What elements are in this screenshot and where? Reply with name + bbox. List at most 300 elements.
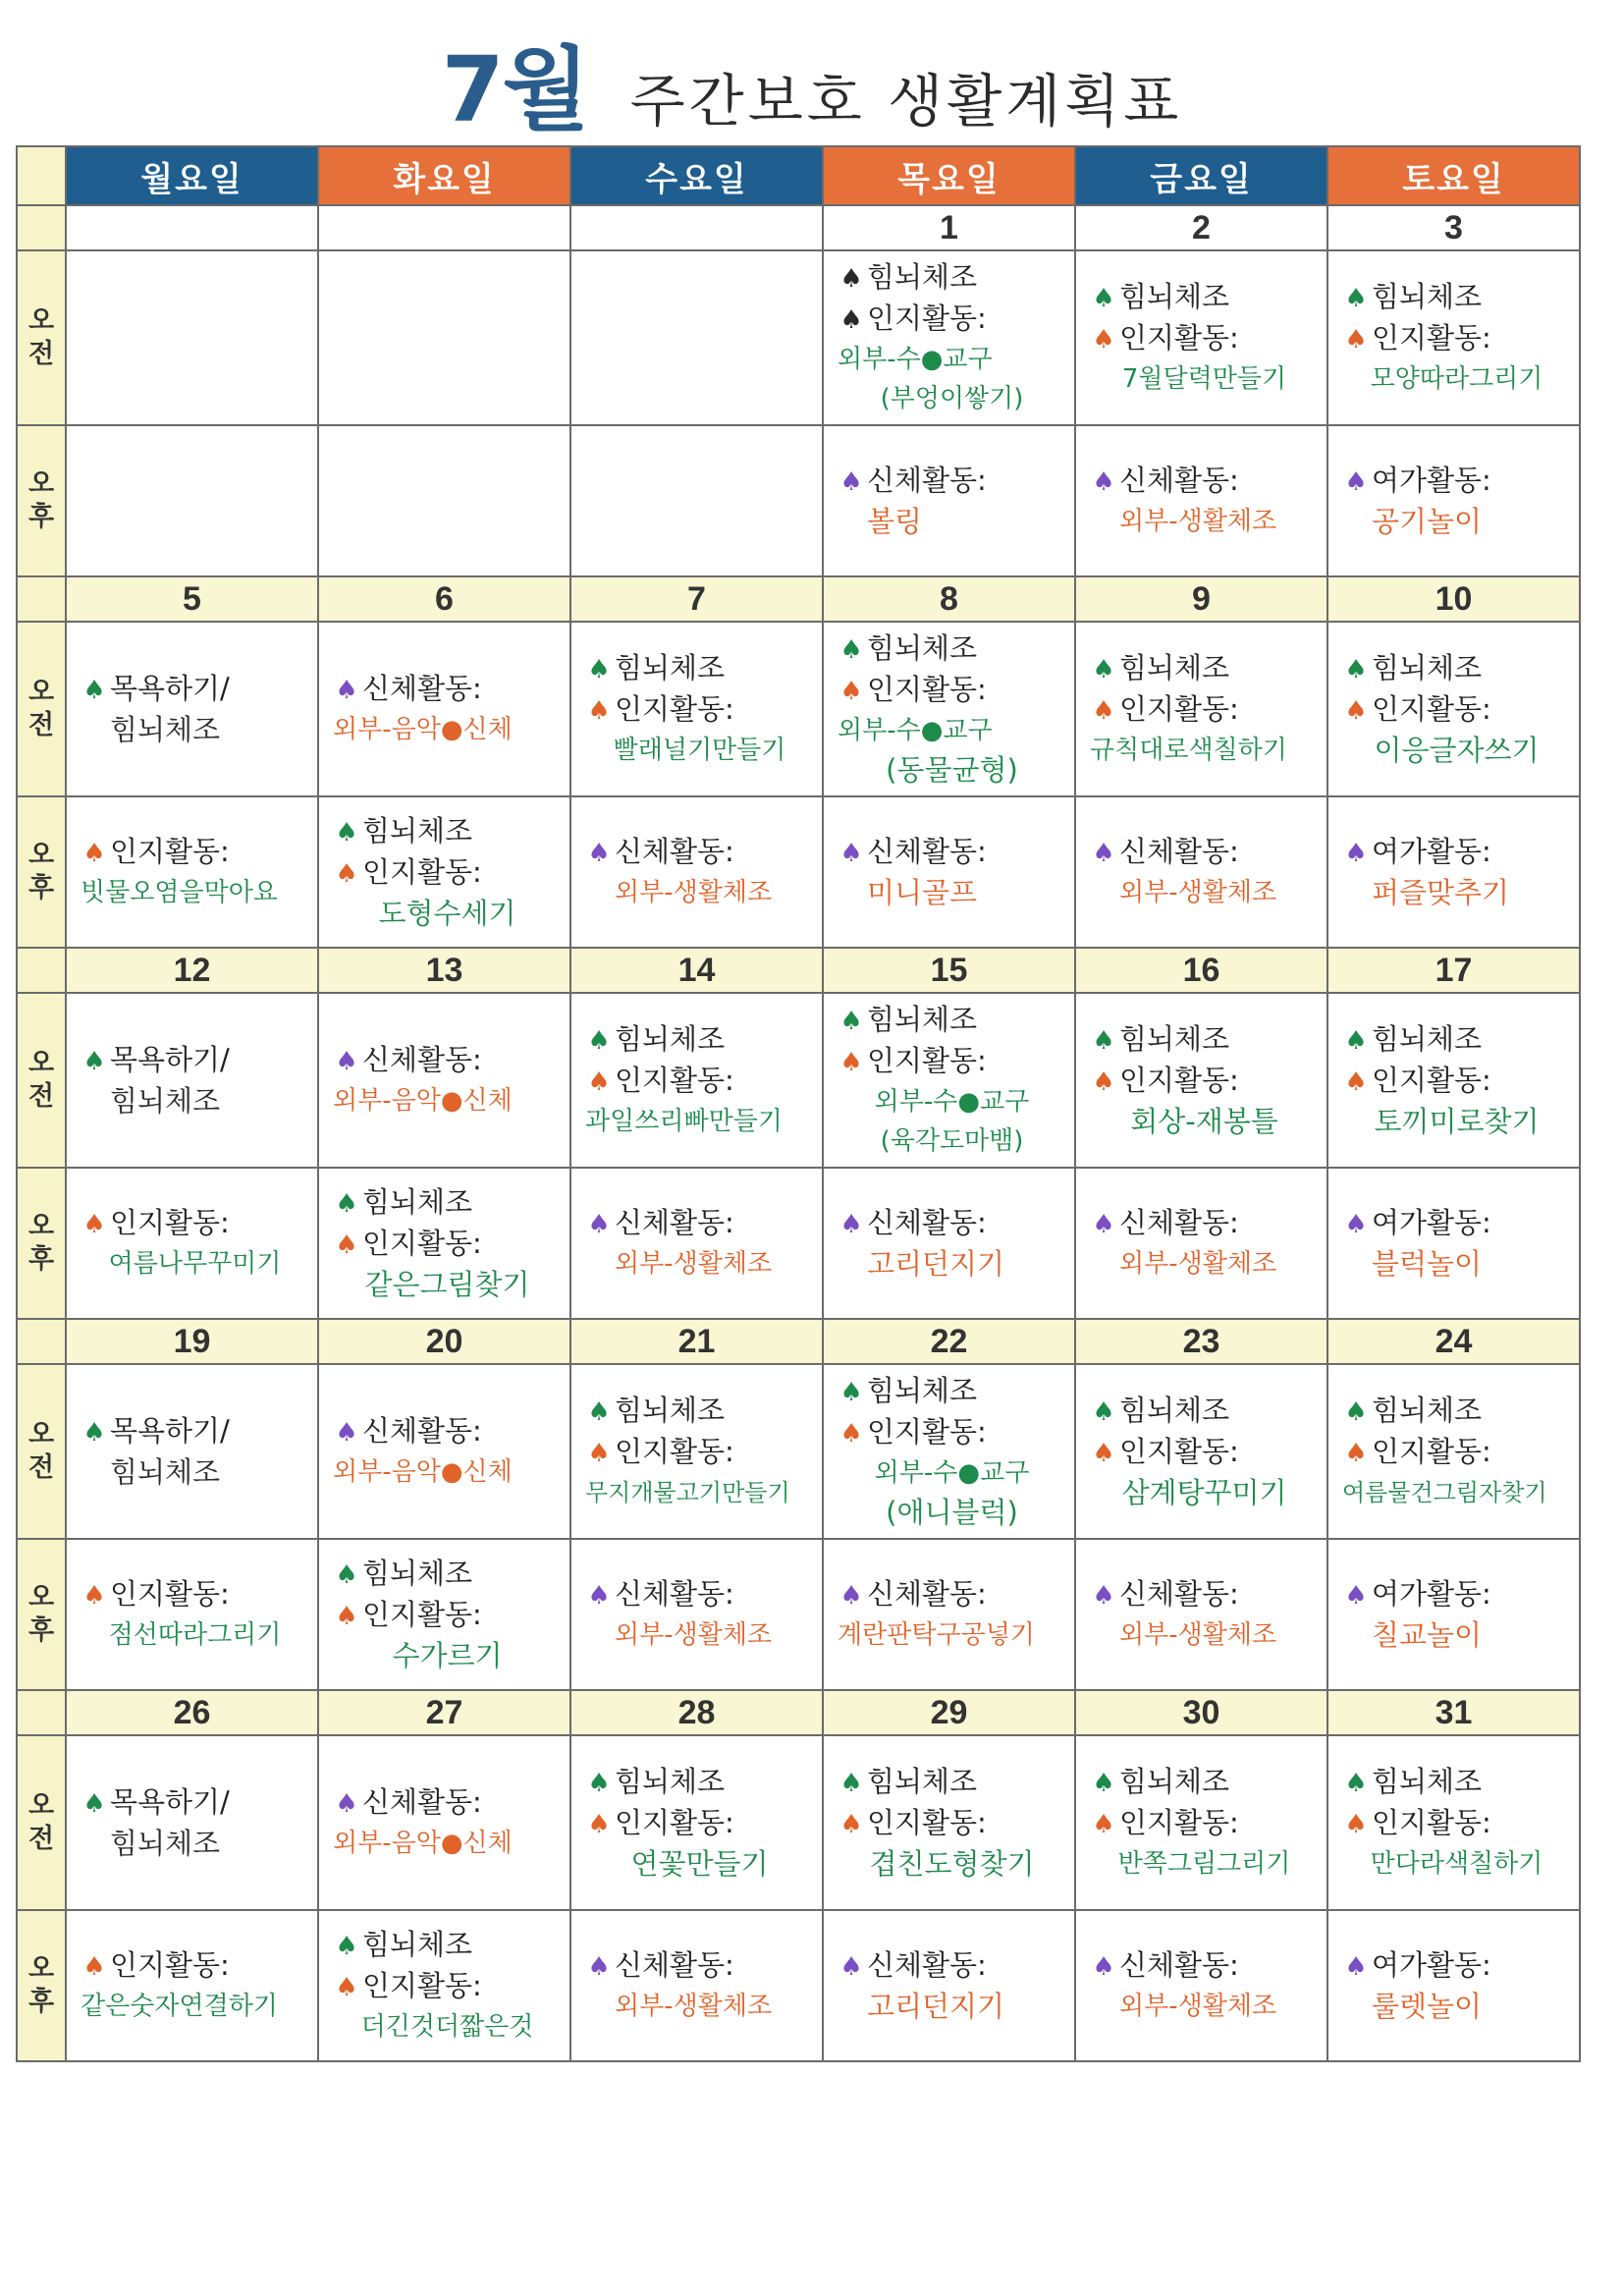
activity-item [1342, 1803, 1571, 1844]
activity-detail: 힘뇌체조 [110, 1827, 221, 1860]
activity-detail: 같은그림찾기 [364, 1268, 530, 1301]
afternoon-row [17, 425, 1580, 576]
cell-content [571, 1385, 822, 1518]
spade-icon: ♠ [1092, 1026, 1115, 1056]
schedule-cell [1075, 1735, 1327, 1910]
activity-item [838, 1000, 1066, 1041]
cell-content [319, 1919, 569, 2052]
activity-item [838, 1371, 1066, 1412]
schedule-cell [66, 1735, 318, 1910]
date-number: 13 [318, 948, 570, 993]
date-number: 23 [1075, 1319, 1327, 1364]
schedule-cell [318, 1539, 570, 1690]
date-number: 10 [1327, 576, 1580, 622]
afternoon-label [17, 425, 66, 576]
date-row-side [17, 948, 66, 993]
activity-label: 인지활동: [1119, 692, 1239, 726]
activity-detail: 여름물건그림자찾기 [1342, 1479, 1547, 1506]
schedule-cell [66, 1539, 318, 1690]
schedule-cell [823, 1910, 1075, 2061]
activity-detail: 힘뇌체조 [110, 713, 221, 746]
spade-icon: ♠ [587, 1067, 611, 1097]
activity-label: 목욕하기/ [110, 1043, 230, 1076]
activity-label: 여가활동: [1372, 1948, 1491, 1982]
activity-item [1342, 832, 1571, 873]
cell-content [571, 495, 822, 507]
spade-icon: ♠ [587, 1439, 611, 1468]
period-char: 후 [27, 1615, 55, 1646]
schedule-cell [66, 993, 318, 1168]
activity-label: 여가활동: [1372, 835, 1491, 868]
activity-item [333, 852, 562, 894]
date-number: 9 [1075, 576, 1327, 622]
activity-detail: 7월달력만들기 [1121, 364, 1287, 394]
activity-label: 목욕하기/ [110, 1414, 230, 1448]
activity-label: 신체활동: [1119, 1948, 1239, 1982]
spade-icon: ♠ [839, 1007, 863, 1036]
spade-icon: ♠ [839, 635, 863, 665]
activity-item [838, 1203, 1066, 1244]
cell-content [571, 642, 822, 776]
cell-content [319, 1176, 569, 1310]
activity-detail: 외부-음악●신체 [333, 1829, 513, 1858]
activity-item [838, 1945, 1066, 1987]
spade-icon: ♠ [1092, 1952, 1115, 1982]
activity-label: 인지활동: [615, 1064, 734, 1097]
activity-label: 힘뇌체조 [1119, 1022, 1230, 1056]
activity-label: 신체활동: [1119, 1206, 1239, 1239]
spade-icon: ♠ [82, 1581, 106, 1611]
activity-item [333, 1925, 562, 1966]
activity-item [1090, 1019, 1319, 1061]
spade-icon: ♠ [1344, 1067, 1368, 1097]
spade-icon: ♠ [587, 1769, 611, 1798]
spade-icon: ♠ [1092, 1397, 1115, 1427]
activity-label: 목욕하기/ [110, 1785, 230, 1819]
spade-icon: ♠ [587, 1810, 611, 1839]
activity-label: 힘뇌체조 [1119, 280, 1230, 313]
cell-content [571, 826, 822, 918]
schedule-cell [66, 1364, 318, 1539]
activity-item [1090, 1945, 1319, 1987]
activity-label: 힘뇌체조 [1119, 1394, 1230, 1427]
spade-icon: ♠ [1344, 1810, 1368, 1839]
spade-icon: ♠ [587, 839, 611, 868]
activity-detail: 회상-재봉틀 [1130, 1105, 1278, 1138]
weekday-header: 화요일 [318, 146, 570, 205]
activity-detail: 도형수세기 [378, 897, 516, 930]
activity-item [333, 1966, 562, 2007]
schedule-cell [570, 993, 823, 1168]
cell-content [1076, 1197, 1326, 1289]
activity-label: 신체활동: [362, 672, 482, 705]
spade-icon: ♠ [587, 1210, 611, 1239]
schedule-cell [1327, 622, 1580, 796]
activity-item [333, 1782, 562, 1824]
activity-label: 신체활동: [867, 1948, 987, 1982]
date-number: 14 [570, 948, 823, 993]
schedule-cell [570, 1910, 823, 2061]
activity-detail: 모양따라그리기 [1370, 364, 1543, 394]
activity-label: 인지활동: [110, 1948, 230, 1982]
cell-content [1076, 1940, 1326, 2032]
date-number: 24 [1327, 1319, 1580, 1364]
date-row-side [17, 205, 66, 250]
activity-detail: 이응글자쓰기 [1374, 734, 1540, 767]
schedule-cell [1075, 993, 1327, 1168]
period-char: 오 [27, 1211, 55, 1241]
spade-icon: ♠ [1344, 1581, 1368, 1611]
spade-icon: ♠ [839, 467, 863, 497]
activity-detail: (애니블럭) [886, 1496, 1018, 1529]
activity-detail: 외부-음악●신체 [333, 715, 513, 744]
date-row-side [17, 576, 66, 622]
activity-detail: 룰렛놀이 [1372, 1990, 1483, 2023]
activity-detail: 외부-수●교구 [838, 345, 993, 374]
cell-content [67, 1940, 317, 2032]
activity-detail: (동물균형) [886, 753, 1018, 787]
schedule-cell [318, 1364, 570, 1539]
schedule-cell [1327, 1168, 1580, 1319]
morning-row [17, 1735, 1580, 1910]
activity-item [585, 1061, 814, 1102]
schedule-cell [66, 796, 318, 948]
period-char: 오 [27, 1419, 55, 1449]
activity-label: 신체활동: [867, 1206, 987, 1239]
activity-item [81, 1574, 309, 1615]
date-number: 30 [1075, 1690, 1327, 1735]
activity-detail: 외부-생활체조 [615, 878, 773, 907]
activity-item [838, 832, 1066, 873]
weekday-header: 월요일 [66, 146, 318, 205]
morning-row [17, 250, 1580, 425]
period-char: 전 [27, 1824, 55, 1854]
cell-content [319, 663, 569, 755]
activity-label: 목욕하기/ [110, 672, 230, 705]
activity-item [333, 1224, 562, 1265]
activity-label: 인지활동: [110, 1206, 230, 1239]
cell-content [319, 805, 569, 939]
afternoon-row [17, 1168, 1580, 1319]
activity-item [1090, 1432, 1319, 1473]
spade-icon: ♠ [1344, 1952, 1368, 1982]
activity-detail: 외부-생활체조 [615, 1249, 773, 1279]
schedule-cell [1075, 1910, 1327, 2061]
activity-detail: 반쪽그림그리기 [1117, 1849, 1291, 1879]
cell-content [67, 1405, 317, 1498]
activity-item [1090, 1391, 1319, 1432]
activity-label: 인지활동: [1119, 321, 1239, 355]
spade-icon: ♠ [587, 1397, 611, 1427]
schedule-cell [1075, 425, 1327, 576]
activity-item [1090, 1762, 1319, 1803]
schedule-cell [570, 1168, 823, 1319]
spade-icon: ♠ [82, 1418, 106, 1448]
afternoon-label [17, 1539, 66, 1690]
activity-label: 힘뇌체조 [615, 1394, 726, 1427]
spade-icon: ♠ [82, 1789, 106, 1819]
date-number [570, 205, 823, 250]
spade-icon: ♠ [335, 818, 358, 847]
activity-label: 힘뇌체조 [362, 1185, 473, 1219]
activity-item [1342, 1574, 1571, 1615]
activity-label: 힘뇌체조 [867, 1374, 978, 1407]
date-number: 2 [1075, 205, 1327, 250]
activity-detail: 외부-생활체조 [1119, 1620, 1277, 1650]
activity-label: 힘뇌체조 [867, 1003, 978, 1036]
activity-item [333, 669, 562, 710]
cell-content [1076, 1568, 1326, 1661]
spade-icon: ♠ [839, 1378, 863, 1407]
spade-icon: ♠ [587, 1952, 611, 1982]
activity-detail: 여름나무꾸미기 [108, 1249, 282, 1279]
activity-label: 신체활동: [1119, 464, 1239, 497]
period-char: 오 [27, 1953, 55, 1984]
afternoon-row [17, 1539, 1580, 1690]
activity-label: 힘뇌체조 [867, 631, 978, 665]
schedule-cell [570, 622, 823, 796]
spade-icon: ♠ [587, 1581, 611, 1611]
activity-item [585, 1945, 814, 1987]
activity-item [1090, 648, 1319, 689]
cell-content [824, 826, 1074, 918]
period-char: 후 [27, 1244, 55, 1275]
activity-item [1090, 689, 1319, 731]
schedule-cell [823, 1168, 1075, 1319]
schedule-cell [318, 993, 570, 1168]
period-char: 후 [27, 873, 55, 903]
activity-item [1342, 1061, 1571, 1102]
weekday-header-row [17, 146, 1580, 205]
activity-label: 힘뇌체조 [615, 651, 726, 684]
spade-icon: ♠ [839, 839, 863, 868]
activity-item [1342, 1762, 1571, 1803]
cell-content [1328, 1197, 1579, 1289]
activity-label: 힘뇌체조 [1119, 1765, 1230, 1798]
activity-detail: 같은숫자연결하기 [81, 1992, 278, 2021]
cell-content [319, 1405, 569, 1498]
date-number: 28 [570, 1690, 823, 1735]
activity-label: 인지활동: [362, 1598, 482, 1631]
spade-icon: ♠ [1344, 1769, 1368, 1798]
page-title [0, 18, 1624, 147]
activity-detail: 외부-생활체조 [1119, 1992, 1277, 2021]
activity-label: 신체활동: [867, 1577, 987, 1611]
weekday-header: 수요일 [570, 146, 823, 205]
activity-label: 신체활동: [615, 1948, 734, 1982]
spade-icon: ♠ [839, 677, 863, 706]
activity-item [585, 1203, 814, 1244]
schedule-cell [570, 1364, 823, 1539]
activity-label: 인지활동: [1119, 1435, 1239, 1468]
spade-icon: ♠ [82, 1210, 106, 1239]
spade-icon: ♠ [1344, 467, 1368, 497]
activity-detail: 더긴것더짧은것 [360, 2012, 534, 2042]
activity-detail: 공기놀이 [1372, 505, 1483, 538]
activity-item [333, 1182, 562, 1224]
period-char: 오 [27, 1048, 55, 1078]
activity-detail: 과일쓰리빠만들기 [585, 1107, 783, 1136]
activity-label: 여가활동: [1372, 1577, 1491, 1611]
cell-content [319, 1034, 569, 1126]
activity-detail: 규칙대로색칠하기 [1090, 736, 1287, 765]
spade-icon: ♠ [1092, 1439, 1115, 1468]
activity-item [333, 1040, 562, 1081]
cell-content [571, 1013, 822, 1147]
spade-icon: ♠ [1344, 696, 1368, 726]
activity-item [1342, 461, 1571, 502]
schedule-cell [1075, 1364, 1327, 1539]
cell-content [1328, 455, 1579, 547]
date-number: 31 [1327, 1690, 1580, 1735]
spade-icon: ♠ [1092, 284, 1115, 313]
cell-content [67, 826, 317, 918]
activity-label: 인지활동: [1119, 1806, 1239, 1839]
activity-label: 인지활동: [110, 1577, 230, 1611]
period-char: 오 [27, 468, 55, 499]
cell-content [319, 495, 569, 507]
activity-item [838, 257, 1066, 299]
activity-item [585, 1391, 814, 1432]
activity-detail: 외부-생활체조 [615, 1992, 773, 2021]
schedule-cell [823, 425, 1075, 576]
schedule-cell [318, 796, 570, 948]
spade-icon: ♠ [1092, 839, 1115, 868]
spade-icon: ♠ [82, 1047, 106, 1076]
spade-icon: ♠ [839, 1581, 863, 1611]
activity-item [81, 1945, 309, 1987]
activity-detail: 만다라색칠하기 [1370, 1849, 1543, 1879]
schedule-cell [1327, 1910, 1580, 2061]
activity-label: 힘뇌체조 [1372, 1765, 1483, 1798]
spade-icon: ♠ [587, 1026, 611, 1056]
activity-item [838, 1041, 1066, 1082]
schedule-cell [318, 250, 570, 425]
activity-label: 힘뇌체조 [867, 260, 978, 294]
title-month: 7월 [441, 37, 588, 142]
date-number [66, 205, 318, 250]
afternoon-label [17, 796, 66, 948]
activity-item [585, 1019, 814, 1061]
activity-item [838, 1762, 1066, 1803]
cell-content [824, 1940, 1074, 2032]
spade-icon: ♠ [1344, 1026, 1368, 1056]
activity-label: 힘뇌체조 [1372, 651, 1483, 684]
morning-label [17, 250, 66, 425]
activity-detail: 외부-수●교구 [838, 716, 993, 745]
activity-item [838, 299, 1066, 340]
schedule-cell [570, 796, 823, 948]
spade-icon: ♠ [1092, 1769, 1115, 1798]
spade-icon: ♠ [839, 1210, 863, 1239]
activity-label: 인지활동: [615, 1806, 734, 1839]
morning-label [17, 1364, 66, 1539]
cell-content [67, 495, 317, 507]
date-row [17, 1319, 1580, 1364]
weekday-header: 금요일 [1075, 146, 1327, 205]
activity-item [1342, 277, 1571, 318]
spade-icon: ♠ [1092, 1210, 1115, 1239]
activity-detail: 외부-음악●신체 [333, 1086, 513, 1116]
activity-detail: 외부-생활체조 [615, 1620, 773, 1650]
activity-label: 신체활동: [362, 1785, 482, 1819]
cell-content [1328, 826, 1579, 918]
schedule-cell [823, 993, 1075, 1168]
activity-item [1090, 1061, 1319, 1102]
spade-icon: ♠ [1344, 1210, 1368, 1239]
spade-icon: ♠ [335, 1602, 358, 1631]
schedule-cell [1327, 1539, 1580, 1690]
spade-icon: ♠ [335, 1560, 358, 1590]
activity-item [1090, 1203, 1319, 1244]
activity-detail: 점선따라그리기 [108, 1620, 282, 1650]
schedule-cell [823, 1364, 1075, 1539]
activity-detail: (부엉이쌓기) [880, 384, 1024, 413]
activity-label: 힘뇌체조 [362, 1557, 473, 1590]
spade-icon: ♠ [839, 1952, 863, 1982]
spade-icon: ♠ [335, 676, 358, 705]
schedule-cell [66, 250, 318, 425]
activity-detail: 빨래널기만들기 [613, 736, 786, 765]
activity-label: 인지활동: [615, 692, 734, 726]
schedule-cell [823, 622, 1075, 796]
activity-item [1342, 318, 1571, 359]
cell-content [824, 1197, 1074, 1289]
activity-detail: 빗물오염을막아요 [81, 878, 278, 907]
cell-content [1328, 1385, 1579, 1518]
period-char: 오 [27, 1582, 55, 1613]
spade-icon: ♠ [82, 839, 106, 868]
spade-icon: ♠ [1344, 284, 1368, 313]
date-number: 22 [823, 1319, 1075, 1364]
spade-icon: ♠ [839, 1048, 863, 1077]
spade-icon: ♠ [335, 859, 358, 889]
cell-content [824, 994, 1074, 1167]
schedule-cell [570, 1735, 823, 1910]
activity-label: 힘뇌체조 [1119, 651, 1230, 684]
cell-content [824, 1568, 1074, 1661]
schedule-cell [318, 1168, 570, 1319]
date-number: 20 [318, 1319, 570, 1364]
cell-content [1328, 1940, 1579, 2032]
activity-label: 인지활동: [615, 1435, 734, 1468]
spade-icon: ♠ [1092, 655, 1115, 684]
activity-item [585, 832, 814, 873]
activity-detail: 미니골프 [867, 876, 978, 909]
spade-icon: ♠ [82, 1952, 106, 1982]
activity-label: 인지활동: [867, 1806, 987, 1839]
activity-item [838, 1412, 1066, 1453]
spade-icon: ♠ [839, 1419, 863, 1449]
schedule-cell [1075, 250, 1327, 425]
cell-content [1076, 455, 1326, 547]
date-number: 3 [1327, 205, 1580, 250]
activity-item [1342, 1019, 1571, 1061]
period-char: 오 [27, 1790, 55, 1821]
period-char: 오 [27, 840, 55, 870]
activity-detail: 고리던지기 [867, 1990, 1005, 2023]
activity-label: 신체활동: [1119, 835, 1239, 868]
activity-label: 여가활동: [1372, 464, 1491, 497]
weekday-header: 토요일 [1327, 146, 1580, 205]
activity-item [585, 1803, 814, 1844]
activity-detail: 수가르기 [392, 1639, 503, 1672]
date-number [318, 205, 570, 250]
cell-content [824, 1756, 1074, 1889]
activity-item [1342, 1203, 1571, 1244]
activity-item [81, 1040, 309, 1081]
activity-label: 인지활동: [1372, 1064, 1491, 1097]
